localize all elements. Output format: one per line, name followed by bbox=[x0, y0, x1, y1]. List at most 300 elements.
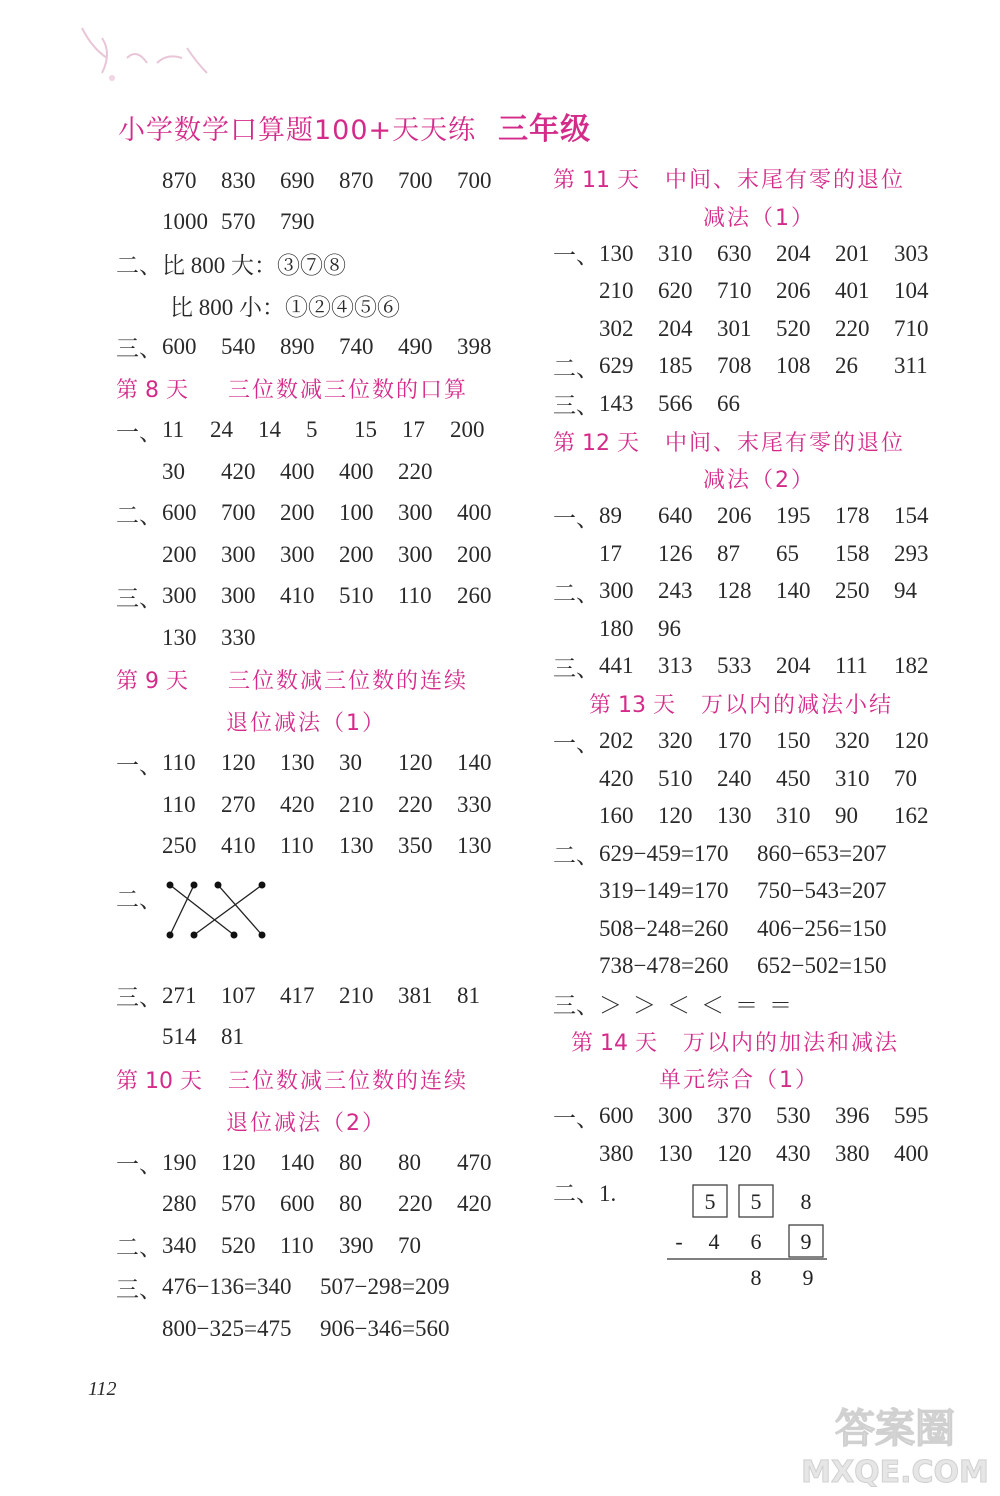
answer-row bbox=[116, 202, 546, 244]
section-label: 三、 bbox=[116, 336, 162, 362]
digit: 9 bbox=[802, 1264, 814, 1290]
answer-value: 310 bbox=[835, 765, 870, 791]
answer-row bbox=[553, 498, 973, 536]
equation: 508−248=260 bbox=[599, 915, 729, 941]
answer-value: 195 bbox=[776, 503, 811, 529]
answer-value: 370 bbox=[717, 1103, 752, 1129]
equation: 629−459=170 bbox=[599, 840, 729, 866]
values bbox=[162, 417, 498, 443]
equation: 319−149=170 bbox=[599, 878, 729, 904]
answer-value: 380 bbox=[835, 1140, 870, 1166]
section-label: 三、 bbox=[553, 993, 599, 1019]
compare-line: 比 800 大：③⑦⑧ bbox=[162, 253, 346, 279]
answer-value: 11 bbox=[162, 417, 185, 443]
section-label: 二、1. bbox=[553, 1180, 617, 1206]
section-label: 二、 bbox=[116, 253, 162, 279]
answer-value: 280 bbox=[162, 1191, 197, 1217]
answer-value: 320 bbox=[658, 728, 693, 754]
answer-row bbox=[553, 910, 973, 948]
section-label: 一、 bbox=[116, 752, 162, 778]
answer-value: 520 bbox=[221, 1232, 256, 1258]
answer-value: 710 bbox=[717, 278, 752, 304]
section-label: 三、 bbox=[116, 585, 162, 611]
section-label: 二、 bbox=[553, 355, 599, 381]
section-label: 三、 bbox=[116, 1276, 162, 1302]
answer-value: 160 bbox=[599, 803, 634, 829]
answer-value: 220 bbox=[398, 791, 433, 817]
answer-value: 595 bbox=[894, 1103, 929, 1129]
day-title-cont: 减法（2） bbox=[703, 468, 815, 494]
values bbox=[162, 1150, 516, 1176]
answer-value: 204 bbox=[776, 653, 811, 679]
answer-value: 260 bbox=[457, 583, 492, 609]
answer-row bbox=[553, 1098, 973, 1136]
answer-value: 490 bbox=[398, 333, 433, 359]
answer-value: 87 bbox=[717, 540, 740, 566]
answer-value: ＞ bbox=[599, 993, 622, 1019]
day-number: 第 14 天 bbox=[571, 1030, 657, 1056]
answer-value: 790 bbox=[280, 209, 315, 235]
answer-value: ＝ bbox=[735, 993, 758, 1019]
values bbox=[162, 542, 516, 568]
answer-row bbox=[116, 975, 546, 1017]
answer-value: 700 bbox=[398, 167, 433, 193]
answer-value: 100 bbox=[339, 500, 374, 526]
answer-row bbox=[553, 273, 973, 311]
answer-value: 130 bbox=[658, 1140, 693, 1166]
answer-value: 110 bbox=[398, 583, 432, 609]
page-number: 112 bbox=[88, 1378, 117, 1400]
answer-value: 130 bbox=[457, 833, 492, 859]
values bbox=[162, 983, 516, 1009]
answer-value: 185 bbox=[658, 353, 693, 379]
answer-row bbox=[553, 873, 973, 911]
answer-row bbox=[553, 985, 973, 1023]
answer-value: 890 bbox=[280, 333, 315, 359]
values bbox=[599, 766, 953, 792]
answer-value: 400 bbox=[339, 458, 374, 484]
answer-row bbox=[116, 1142, 546, 1184]
vertical-subtraction-graphic bbox=[553, 1173, 853, 1303]
answer-value: 340 bbox=[162, 1232, 197, 1258]
answer-value: 540 bbox=[221, 333, 256, 359]
answer-value: 130 bbox=[717, 803, 752, 829]
day-topic: 万以内的加法和减法 bbox=[683, 1030, 900, 1056]
answer-value: 210 bbox=[339, 791, 374, 817]
day-topic: 万以内的减法小结 bbox=[701, 693, 894, 719]
answer-row bbox=[553, 610, 973, 648]
answer-value: 566 bbox=[658, 390, 693, 416]
values bbox=[599, 391, 776, 417]
answer-value: 250 bbox=[162, 833, 197, 859]
day-number: 第 11 天 bbox=[553, 168, 639, 194]
answer-value: 108 bbox=[776, 353, 811, 379]
values bbox=[599, 316, 953, 342]
section-label: 一、 bbox=[116, 419, 162, 445]
day-topic: 中间、末尾有零的退位 bbox=[665, 168, 906, 194]
answer-value: 140 bbox=[457, 750, 492, 776]
answer-value: ＜ bbox=[667, 993, 690, 1019]
answer-row bbox=[553, 760, 973, 798]
answer-value: 410 bbox=[280, 583, 315, 609]
answer-value: 80 bbox=[339, 1149, 362, 1175]
answer-value: 514 bbox=[162, 1024, 197, 1050]
page-header bbox=[118, 104, 591, 148]
answer-value: 210 bbox=[339, 982, 374, 1008]
answer-value: 600 bbox=[162, 333, 197, 359]
answer-value: 313 bbox=[658, 653, 693, 679]
values bbox=[162, 1191, 516, 1217]
answer-value: 302 bbox=[599, 315, 634, 341]
answer-value: 120 bbox=[398, 750, 433, 776]
svg-text:MXQE.COM: MXQE.COM bbox=[801, 1455, 989, 1490]
book-title: 小学数学口算题100+天天练 bbox=[118, 115, 477, 146]
answer-value: 110 bbox=[280, 833, 314, 859]
answer-value: 104 bbox=[894, 278, 929, 304]
values bbox=[599, 653, 953, 679]
answer-value: 530 bbox=[776, 1103, 811, 1129]
answer-value: 300 bbox=[162, 583, 197, 609]
answer-value: 430 bbox=[776, 1140, 811, 1166]
answer-row bbox=[553, 723, 973, 761]
answer-row bbox=[116, 1225, 546, 1267]
day-topic: 中间、末尾有零的退位 bbox=[665, 430, 906, 456]
answer-value: 396 bbox=[835, 1103, 870, 1129]
answer-value: 293 bbox=[894, 540, 929, 566]
answer-value: 220 bbox=[398, 1191, 433, 1217]
answer-value: 24 bbox=[210, 417, 233, 443]
values bbox=[162, 209, 339, 235]
answer-value: 190 bbox=[162, 1149, 197, 1175]
answer-value: 140 bbox=[280, 1149, 315, 1175]
answer-row bbox=[553, 798, 973, 836]
answer-value: 178 bbox=[835, 503, 870, 529]
answer-value: 200 bbox=[457, 541, 492, 567]
day-topic: 三位数减三位数的连续 bbox=[228, 1068, 469, 1094]
values bbox=[599, 803, 953, 829]
answer-value: 420 bbox=[280, 791, 315, 817]
answer-value: 533 bbox=[717, 653, 752, 679]
section-label: 一、 bbox=[553, 243, 599, 269]
answer-value: 690 bbox=[280, 167, 315, 193]
answer-value: ＝ bbox=[769, 993, 792, 1019]
answer-value: 94 bbox=[894, 578, 917, 604]
answer-row bbox=[116, 1017, 546, 1059]
answer-value: 80 bbox=[398, 1149, 421, 1175]
answer-value: 150 bbox=[776, 728, 811, 754]
values bbox=[599, 728, 953, 754]
day-number: 第 10 天 bbox=[116, 1068, 202, 1094]
answer-value: 120 bbox=[221, 750, 256, 776]
answer-row bbox=[116, 784, 546, 826]
section-label: 二、 bbox=[553, 580, 599, 606]
answer-value: 120 bbox=[658, 803, 693, 829]
section-label: 三、 bbox=[116, 985, 162, 1011]
answer-value: 310 bbox=[776, 803, 811, 829]
answer-value: 143 bbox=[599, 390, 634, 416]
answer-value: 182 bbox=[894, 653, 929, 679]
answer-value: 740 bbox=[339, 333, 374, 359]
answer-value: 300 bbox=[221, 541, 256, 567]
answer-value: 200 bbox=[339, 541, 374, 567]
section-label: 三、 bbox=[553, 655, 599, 681]
values bbox=[162, 168, 516, 194]
answer-value: 202 bbox=[599, 728, 634, 754]
answer-value: 1000 bbox=[162, 209, 208, 235]
answer-row bbox=[116, 410, 546, 452]
answer-row bbox=[116, 1267, 546, 1309]
answer-value: 170 bbox=[717, 728, 752, 754]
section-label: 二、 bbox=[553, 843, 599, 869]
day-title bbox=[553, 423, 973, 461]
day-title-cont: 退位减法（1） bbox=[226, 711, 386, 736]
answer-value: 154 bbox=[894, 503, 929, 529]
answer-value: 250 bbox=[835, 578, 870, 604]
day-title bbox=[553, 1023, 973, 1061]
answer-value: 81 bbox=[221, 1024, 244, 1050]
answer-row bbox=[116, 451, 546, 493]
values bbox=[599, 1103, 953, 1129]
answer-value: 271 bbox=[162, 982, 197, 1008]
svg-text:答案圈: 答案圈 bbox=[835, 1406, 955, 1452]
answer-value: 600 bbox=[599, 1103, 634, 1129]
answer-value: 220 bbox=[835, 315, 870, 341]
values bbox=[162, 1024, 280, 1050]
answer-value: 310 bbox=[658, 240, 693, 266]
values bbox=[599, 503, 953, 529]
answer-value: 270 bbox=[221, 791, 256, 817]
answer-value: 30 bbox=[339, 750, 362, 776]
answer-value: 130 bbox=[339, 833, 374, 859]
day-title bbox=[116, 368, 546, 410]
values bbox=[599, 278, 953, 304]
answer-value: 300 bbox=[658, 1103, 693, 1129]
answer-value: 90 bbox=[835, 803, 858, 829]
answer-value: 441 bbox=[599, 653, 634, 679]
values bbox=[162, 1233, 457, 1259]
answer-value: 410 bbox=[221, 833, 256, 859]
answer-row bbox=[116, 493, 546, 535]
answer-row bbox=[553, 535, 973, 573]
values bbox=[162, 625, 280, 651]
equation: 406−256=150 bbox=[757, 915, 887, 941]
section-label: 二、 bbox=[116, 1235, 162, 1261]
answer-value: 201 bbox=[835, 240, 870, 266]
equation: 800−325=475 bbox=[162, 1315, 292, 1341]
answer-value: 420 bbox=[221, 458, 256, 484]
answer-row bbox=[553, 648, 973, 686]
answer-row bbox=[553, 948, 973, 986]
answer-value: 200 bbox=[280, 500, 315, 526]
answer-row bbox=[116, 576, 546, 618]
answer-value: 400 bbox=[280, 458, 315, 484]
answer-value: 510 bbox=[658, 765, 693, 791]
values bbox=[599, 578, 953, 604]
answer-value: 300 bbox=[599, 578, 634, 604]
right-column bbox=[553, 160, 973, 1303]
digit: 8 bbox=[800, 1188, 812, 1214]
day-number: 第 12 天 bbox=[553, 430, 639, 456]
answer-value: 140 bbox=[776, 578, 811, 604]
answer-row bbox=[116, 743, 546, 785]
answer-value: 65 bbox=[776, 540, 799, 566]
section-label: 二、 bbox=[116, 502, 162, 528]
day-number: 第 8 天 bbox=[116, 378, 188, 403]
digit: 9 bbox=[800, 1228, 812, 1254]
vertical-subtraction bbox=[553, 1173, 973, 1303]
answer-row bbox=[553, 1135, 973, 1173]
answer-value: 640 bbox=[658, 503, 693, 529]
answer-row bbox=[116, 1308, 546, 1350]
answer-row bbox=[553, 835, 973, 873]
comparison-symbols bbox=[599, 987, 803, 1020]
answer-value: 301 bbox=[717, 315, 752, 341]
answer-value: 204 bbox=[776, 240, 811, 266]
answer-value: 830 bbox=[221, 167, 256, 193]
left-column bbox=[116, 160, 546, 1350]
values bbox=[162, 833, 516, 859]
answer-value: 420 bbox=[457, 1191, 492, 1217]
equation: 906−346=560 bbox=[320, 1315, 450, 1341]
values bbox=[162, 750, 516, 776]
answer-value: 311 bbox=[894, 353, 928, 379]
answer-value: 620 bbox=[658, 278, 693, 304]
digit: 8 bbox=[750, 1264, 762, 1290]
answer-value: 17 bbox=[599, 540, 622, 566]
answer-row bbox=[553, 310, 973, 348]
answer-value: 70 bbox=[894, 765, 917, 791]
values bbox=[599, 241, 953, 267]
answer-value: 96 bbox=[658, 615, 681, 641]
answer-value: 400 bbox=[894, 1140, 929, 1166]
watermark-logo bbox=[800, 1398, 990, 1490]
day-title bbox=[553, 685, 973, 723]
answer-value: 130 bbox=[280, 750, 315, 776]
answer-value: 220 bbox=[398, 458, 433, 484]
answer-value: 710 bbox=[894, 315, 929, 341]
answer-value: 380 bbox=[599, 1140, 634, 1166]
answer-value: 450 bbox=[776, 765, 811, 791]
day-number: 第 9 天 bbox=[116, 669, 188, 694]
digit: 6 bbox=[750, 1228, 762, 1254]
answer-value: 120 bbox=[221, 1149, 256, 1175]
answer-value: 381 bbox=[398, 982, 433, 1008]
answer-value: 330 bbox=[221, 624, 256, 650]
answer-value: 300 bbox=[221, 583, 256, 609]
day-title bbox=[116, 659, 546, 701]
answer-value: ＜ bbox=[701, 993, 724, 1019]
digit: 4 bbox=[708, 1228, 720, 1254]
answer-value: 107 bbox=[221, 982, 256, 1008]
matching-diagram bbox=[116, 867, 546, 975]
values bbox=[162, 583, 516, 609]
answer-value: 66 bbox=[717, 390, 740, 416]
equation: 652−502=150 bbox=[757, 953, 887, 979]
answer-value: 158 bbox=[835, 540, 870, 566]
decorative-sketch bbox=[72, 18, 222, 98]
answer-value: 700 bbox=[457, 167, 492, 193]
answer-value: 243 bbox=[658, 578, 693, 604]
answer-value: 210 bbox=[599, 278, 634, 304]
day-number: 第 13 天 bbox=[589, 693, 675, 719]
values bbox=[162, 792, 516, 818]
answer-row bbox=[116, 243, 546, 285]
answer-value: 120 bbox=[717, 1140, 752, 1166]
day-topic: 三位数减三位数的口算 bbox=[228, 378, 469, 403]
compare-line: 比 800 小：①②④⑤⑥ bbox=[170, 294, 400, 320]
answer-value: 520 bbox=[776, 315, 811, 341]
day-title bbox=[116, 1058, 546, 1100]
answer-value: 510 bbox=[339, 583, 374, 609]
answer-value: 400 bbox=[457, 500, 492, 526]
values bbox=[599, 1141, 953, 1167]
answer-value: 420 bbox=[599, 765, 634, 791]
answer-value: 110 bbox=[280, 1232, 314, 1258]
answer-row bbox=[116, 326, 546, 368]
equation: 860−653=207 bbox=[757, 840, 887, 866]
answer-value: 330 bbox=[457, 791, 492, 817]
answer-value: 126 bbox=[658, 540, 693, 566]
answer-row bbox=[116, 285, 546, 327]
line-matching-graphic bbox=[162, 871, 272, 941]
answer-value: 240 bbox=[717, 765, 752, 791]
answer-value: 162 bbox=[894, 803, 929, 829]
answer-row bbox=[116, 1184, 546, 1226]
answer-row bbox=[116, 160, 546, 202]
answer-value: 130 bbox=[599, 240, 634, 266]
answer-value: 180 bbox=[599, 615, 634, 641]
answer-value: 200 bbox=[450, 417, 485, 443]
answer-value: 80 bbox=[339, 1191, 362, 1217]
answer-value: 120 bbox=[894, 728, 929, 754]
answer-row bbox=[116, 617, 546, 659]
equation: 750−543=207 bbox=[757, 878, 887, 904]
answer-value: 600 bbox=[162, 500, 197, 526]
values bbox=[599, 541, 953, 567]
answer-value: 870 bbox=[339, 167, 374, 193]
answer-value: 401 bbox=[835, 278, 870, 304]
grade-label: 三年级 bbox=[498, 112, 592, 147]
answer-value: 470 bbox=[457, 1149, 492, 1175]
answer-value: 110 bbox=[162, 750, 196, 776]
answer-value: 630 bbox=[717, 240, 752, 266]
answer-row bbox=[116, 826, 546, 868]
values bbox=[162, 334, 516, 360]
answer-value: 130 bbox=[162, 624, 197, 650]
answer-row bbox=[553, 573, 973, 611]
equation: 476−136=340 bbox=[162, 1274, 292, 1300]
section-label: 一、 bbox=[553, 505, 599, 531]
section-label: 一、 bbox=[553, 1105, 599, 1131]
answer-row bbox=[553, 385, 973, 423]
section-label: 一、 bbox=[116, 1152, 162, 1178]
answer-value: 300 bbox=[280, 541, 315, 567]
day-title-cont: 退位减法（2） bbox=[226, 1110, 386, 1136]
answer-value: 629 bbox=[599, 353, 634, 379]
answer-value: 14 bbox=[258, 417, 281, 443]
day-title bbox=[553, 160, 973, 198]
answer-value: 600 bbox=[280, 1191, 315, 1217]
digit: 5 bbox=[750, 1188, 762, 1214]
day-title-cont: 单元综合（1） bbox=[659, 1068, 819, 1094]
values bbox=[599, 353, 953, 379]
section-label: 三、 bbox=[553, 393, 599, 419]
digit: 5 bbox=[704, 1188, 716, 1214]
values bbox=[162, 459, 457, 485]
answer-value: ＞ bbox=[633, 993, 656, 1019]
answer-row bbox=[553, 348, 973, 386]
answer-value: 15 bbox=[354, 417, 377, 443]
